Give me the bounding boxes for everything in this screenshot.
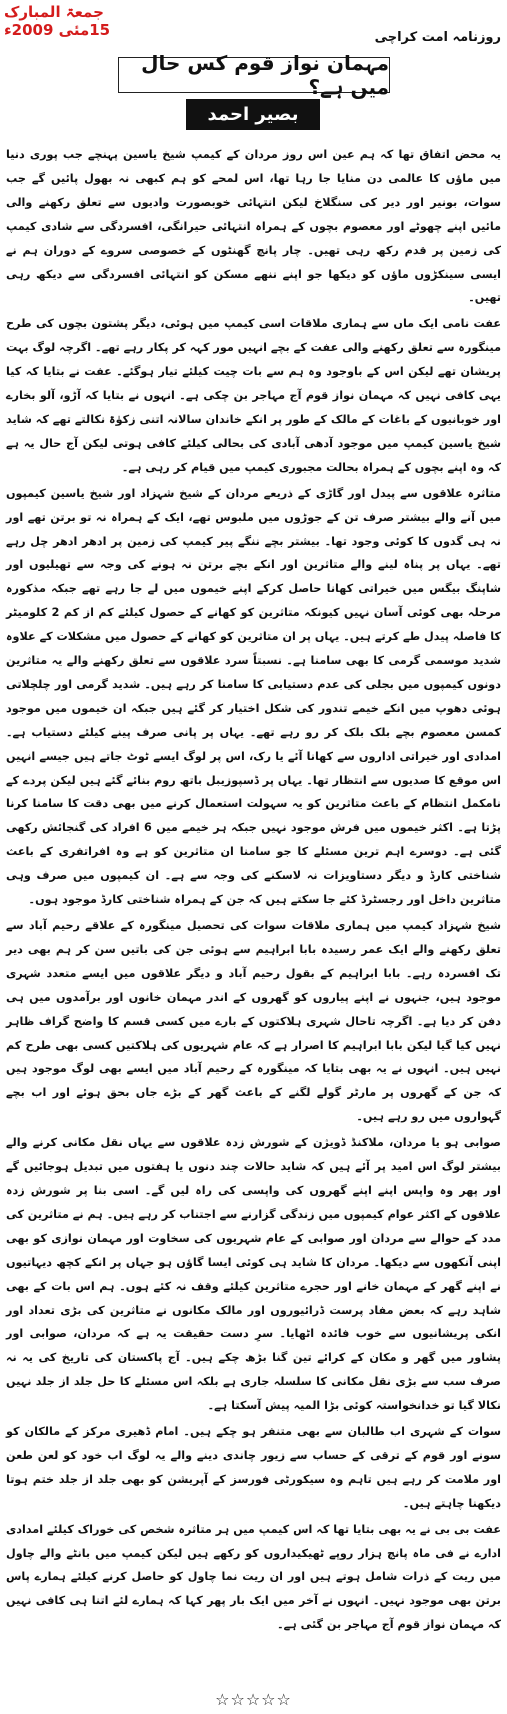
paragraph: عفت نامی ایک ماں سے ہماری ملاقات اسی کیمپ میں ہوئی، دیگر پشتون بچوں کی طرح مینگورہ سے تعلق رکھنے والی عفت کے بچے انہیں مور کہہ کر پکار رہے تھے۔ اگرچہ لوگ بہت پریشان تھے لیکن اس کے باوجود وہ ہم سے بات چیت کیلئے تیار ہوگئے۔ عفت نے بتایا کہ کیا یہی کافی نہیں کہ مہمان نواز قوم آج مہاجر بن چکی ہے۔ انہوں نے بتایا کہ آڑو، آلو بخارے اور خوبانیوں کے باغات کے مالک کے طور پر انکے خاندان سالانہ اتنی زکوٰۃ نکالتے تھے کہ شاید شیخ یاسین کیمپ میں موجود آدھی آبادی کی بحالی کیلئے کافی ہوتی لیکن آج حال یہ ہے کہ وہ اپنے بچوں کے ہمراہ بحالت مجبوری کیمپ میں قیام کر رہی ہے۔: [6, 317, 501, 474]
paragraph: شیخ شہزاد کیمپ میں ہماری ملاقات سوات کی تحصیل مینگورہ کے علاقے رحیم آباد سے تعلق رکھنے والے ایک عمر رسیدہ بابا ابراہیم سے ہوئی جن کی باتیں سن کر ہم بھی دیر تک افسردہ رہے۔ بابا ابراہیم کے بقول رحیم آباد و دیگر علاقوں میں ایسے متعدد شہری موجود ہیں، جنہوں نے اپنے پیاروں کو گھروں کے اندر مہمان خانوں اور برآمدوں میں ہی دفن کر دیا ہے۔ اگرچہ تاحال شہری ہلاکتوں کے بارے میں کسی قسم کا واضح گراف ظاہر نہیں کیا گیا لیکن بابا ابراہیم کا اصرار ہے کہ عام شہریوں کی ہلاکتیں کسی بھی طرح کم نہیں ہیں۔ انہوں نے یہ بھی بتایا کہ مینگورہ کے رحیم آباد میں ایسے بھی لوگ موجود ہیں کہ جن کے گھروں پر مارٹر گولے لگنے کے باعث گھر کے بڑے جاں بحق ہوئے اور اب بچے گہواروں میں رو رہے ہیں۔: [6, 919, 501, 1124]
article-title: مہمان نواز قوم کس حال میں ہے؟: [118, 57, 390, 93]
newspaper-source: روزنامہ امت کراچی: [374, 30, 501, 45]
author-name: بصیر احمد: [186, 99, 320, 130]
end-mark-stars: ☆☆☆☆☆: [215, 1690, 292, 1709]
paragraph: یہ محض اتفاق تھا کہ ہم عین اس روز مردان کے کیمپ شیخ یاسین پہنچے جب پوری دنیا میں ماؤں کا عالمی دن منایا جا رہا تھا، اس لمحے کو ہم کبھی نہ بھول پائیں گے جب سوات، بونیر اور دیر کی سنگلاخ لیکن انتہائی خوبصورت وادیوں سے تعلق رکھنے والی مائیں اپنے چھوٹے اور معصوم بچوں کے ہمراہ انتہائی حیرانگی، افسردگی سے شادی کیمپ کی زمین پر قدم رکھ رہی تھیں۔ چار پانچ گھنٹوں کے خصوصی سروے کے دوران ہم نے ایسی سینکڑوں ماؤں کو دیکھا جو اپنے ننھے مسکن کو انتہائی افسردگی سے دیکھ رہی تھیں۔: [6, 148, 501, 305]
paragraph: سوات کے شہری اب طالبان سے بھی متنفر ہو چکے ہیں۔ امام ڈھیری مرکز کے مالکان کو سونے اور قوم کے ترقی کے حساب سے زیور چاندی دینے والے یہ لوگ اب خود کو لعن طعن اور ملامت کر رہے ہیں تاہم وہ سیکورٹی فورسز کے آپریشن کو بھی جلد از جلد ختم ہوتا دیکھنا چاہتے ہیں۔: [6, 1425, 501, 1510]
publication-date: جمعۃ المبارک 15مئی 2009ء: [4, 3, 111, 39]
paragraph: متاثرہ علاقوں سے پیدل اور گاڑی کے ذریعے مردان کے شیخ شہزاد اور شیخ یاسین کیمپوں میں آنے والے بیشتر صرف تن کے جوڑوں میں ملبوس تھے، ایک کے ہمراہ نہ تو برتن تھے اور نہ ہی گدوں کا کوئی وجود تھا۔ بیشتر بچے ننگے پیر کیمپ کی زمین پر ادھر ادھر چل رہے تھے۔ یہاں پر پناہ لینے والے متاثرین اور انکے بچے برتن نہ ہونے کی وجہ سے تھیلیوں اور شاپنگ بیگس میں خیراتی کھانا حاصل کرکے اپنے خیموں میں لے جا رہے تھے جبکہ مذکورہ مرحلہ بھی کوئی آسان نہیں کیونکہ متاثرین کو کھانے کے حصول کیلئے کم از کم 2 کلومیٹر کا فاصلہ پیدل طے کرتے ہیں۔ یہاں پر ان متاثرین کو کھانے کے حصول میں مشکلات کے علاوہ شدید موسمی گرمی کا بھی سامنا ہے۔ نسبتاً سرد علاقوں سے تعلق رکھنے والے یہ متاثرین دونوں کیمپوں میں بجلی کی عدم دستیابی کا سامنا کر رہے ہیں۔ شدید گرمی اور چلچلاتی ہوئی دھوپ میں انکے خیمے تندور کی شکل اختیار کر گئے ہیں جبکہ ان خیموں میں موجود کمسن معصوم بچے بلک بلک کر رو رہے تھے۔ یہاں پر پانی صرف پینے کیلئے دستیاب ہے۔ امدادی اور خیراتی اداروں سے کھانا آئے یا رک، اس پر لوگ ایسے ٹوٹ جاتے ہیں جیسے انہیں اس موقع کا صدیوں سے انتظار تھا۔ یہاں پر ڈسپوزیبل باتھ روم بنائے گئے ہیں لیکن پردے کے نامکمل انتظام کے باعث متاثرین کو یہ سہولت استعمال کرنے میں بھی دقت کا سامنا کرنا پڑتا ہے۔ اکثر خیموں میں فرش موجود نہیں جبکہ ہر خیمے میں 6 افراد کی گنجائش رکھی گئی ہے۔ دوسرے اہم ترین مسئلے کا جو سامنا ان متاثرین کو ہے وہ افراتفری کے باعث شناختی کارڈ و دیگر دستاویزات نہ لاسکنے کی وجہ سے ہے۔ ان کیمپوں میں صرف وہی متاثرین داخل اور رجسٹرڈ کئے جا سکتے ہیں کہ جن کے ہمراہ شناختی کارڈ موجود ہوں۔: [6, 486, 501, 907]
article-body: [6, 143, 501, 1639]
paragraph: عفت بی بی نے یہ بھی بتایا تھا کہ اس کیمپ میں ہر متاثرہ شخص کی خوراک کیلئے امدادی ادارے نے فی ماہ پانچ ہزار روپے ٹھیکیداروں کو رکھے ہیں لیکن کیمپ میں بانٹے والے چاول میں ریت کے ذرات شامل ہوتے ہیں اور ان ریت نما چاول کو حاصل کرنے کیلئے ہمارے پاس برتن بھی موجود نہیں۔ انہوں نے آخر میں ایک بار پھر کہا کہ ہمارے لئے اتنا ہی کافی نہیں کہ مہمان نواز قوم آج مہاجر بن گئی ہے۔: [6, 1522, 501, 1632]
paragraph: صوابی ہو یا مردان، ملاکنڈ ڈویژن کے شورش زدہ علاقوں سے یہاں نقل مکانی کرنے والے بیشتر لوگ اس امید پر آئے ہیں کہ شاید حالات چند دنوں یا ہفتوں میں تبدیل ہوجائیں گے اور پھر وہ واپس اپنے اپنے گھروں کی واپسی کی راہ لیں گے۔ اسی بنا پر شورش زدہ علاقوں کے اکثر عوام کیمپوں میں زندگی گزارنے سے اجتناب کر رہے ہیں۔ ہم نے متاثرین کی مدد کے حوالے سے مردان اور صوابی کے عام شہریوں کی سخاوت اور مہمان نوازی کو بھی اپنی آنکھوں سے دیکھا۔ مردان کا شاید ہی کوئی ایسا گاؤں ہو جہاں پر انکے کچھ دیہاتیوں نے اپنے گھر کے مہمان خانے اور حجرے متاثرین کیلئے وقف نہ کئے ہوں۔ ہم اس بات کے بھی شاہد رہے کہ بعض مفاد پرست ڈرائیوروں اور مالک مکانوں نے متاثرین کی بڑی تعداد اور انکی پریشانیوں سے خوب فائدہ اٹھایا۔ سرِ دست حقیقت یہ ہے کہ مردان، صوابی اور پشاور میں گھر و مکان کے کرائے تین گنا بڑھ چکے ہیں۔ آج پاکستان کی تاریخ کی یہ نہ صرف سب سے بڑی نقل مکانی کا سلسلہ جاری ہے بلکہ اس مسئلے کا حل جلد از جلد نہیں نکالا گیا تو خدانخواستہ کوئی بڑا المیہ پیش آسکتا ہے۔: [6, 1136, 501, 1413]
